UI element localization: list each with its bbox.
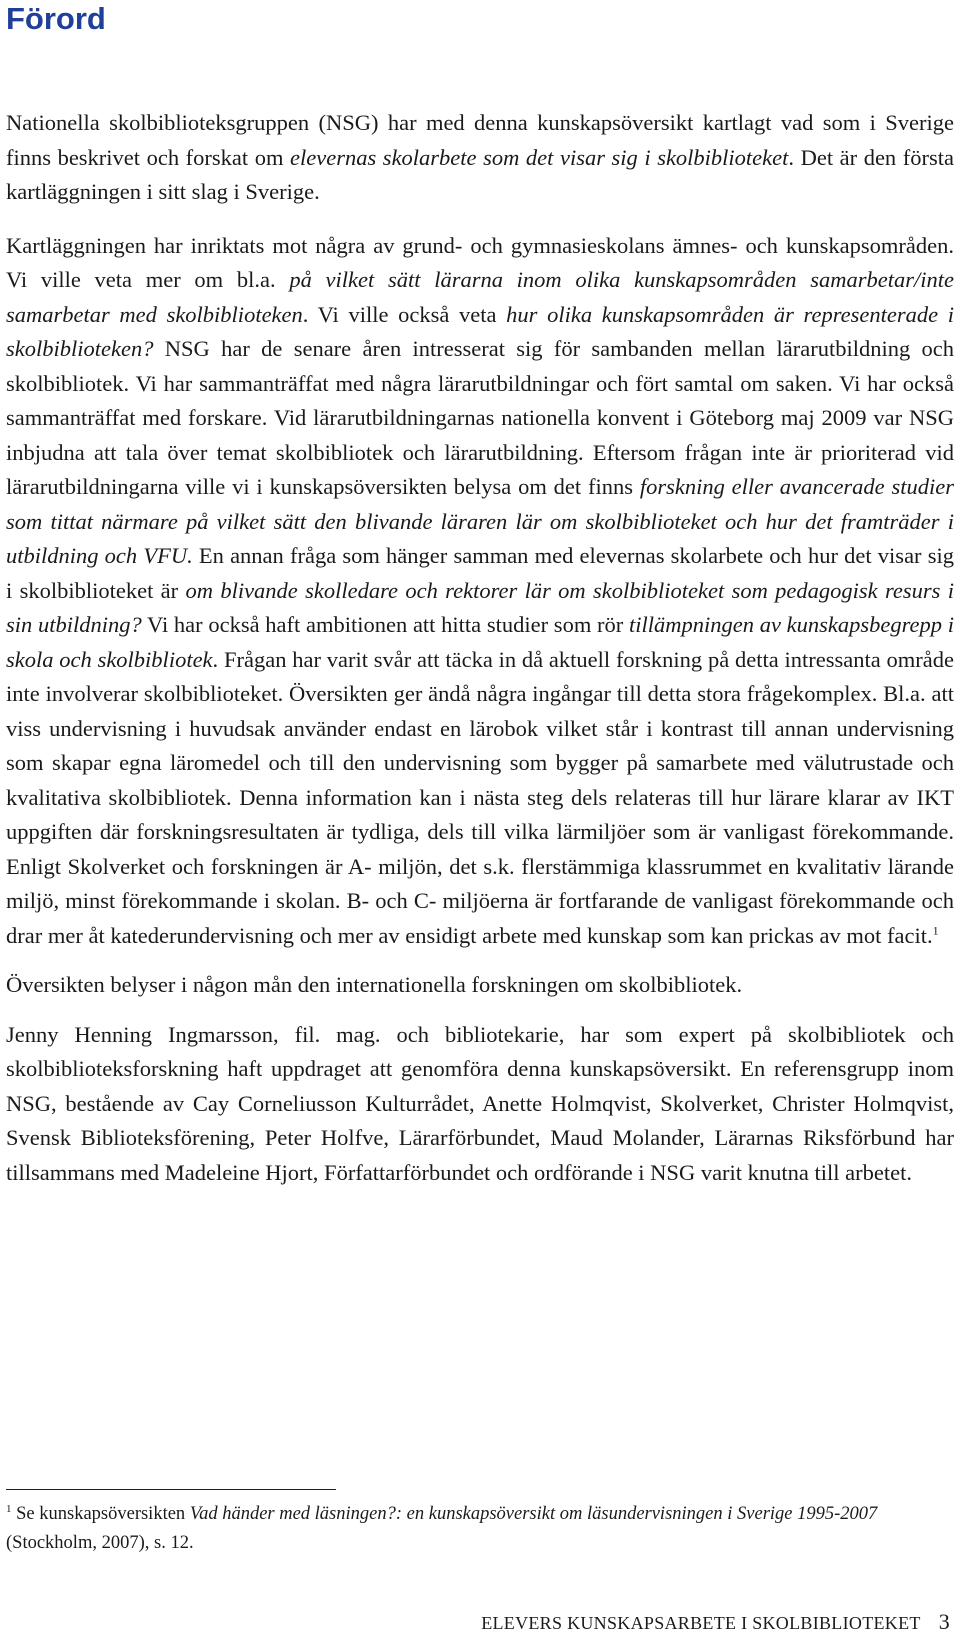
footnote-reference[interactable]: 1 bbox=[932, 923, 939, 937]
emphasis: elevernas skolarbete som det visar sig i skolbiblioteket bbox=[290, 144, 789, 170]
body-text bbox=[6, 106, 954, 1190]
emphasis: Vad händer med läsningen?: en kunskapsöversikt om läsundervisningen i Sverige 1995-2007 bbox=[189, 1504, 878, 1524]
paragraph-international: Översikten belyser i någon mån den internationella forskningen om skolbibliotek. bbox=[6, 972, 743, 997]
footnote bbox=[6, 1500, 956, 1558]
emphasis: forskning eller avancerade studier som tittat närmare på vilket sätt den blivande läraren lär om skolbiblioteket och hur det framträder i utbildning och VFU. bbox=[6, 474, 954, 568]
page-number: 3 bbox=[938, 1609, 950, 1634]
text: Kartläggningen har inriktats mot några av grund- och gymnasieskolans ämnes- och kunskapsområden. Vi ville veta mer om bl.a. bbox=[6, 232, 954, 292]
text: . Det är den första kartläggningen i sitt slag i Sverige. bbox=[6, 144, 954, 204]
paragraph-intro bbox=[6, 106, 954, 210]
page-title: Förord bbox=[6, 1, 106, 36]
emphasis: tillämpningen av kunskapsbegrepp i skola och skolbibliotek bbox=[6, 612, 955, 672]
footnote-number: 1 bbox=[6, 1502, 12, 1515]
emphasis: hur olika kunskapsområden är representerade i skolbiblioteken? bbox=[6, 301, 954, 361]
paragraph-main bbox=[6, 229, 954, 954]
text: Nationella skolbiblioteksgruppen (NSG) har med denna kunskapsöversikt kartlagt vad som i Sverige finns beskrivet och forskat om bbox=[6, 110, 954, 170]
text: Vi har också haft ambitionen att hitta studier som rör bbox=[141, 612, 629, 637]
text: . Frågan har varit svår att täcka in då aktuell forskning på detta intressanta område inte involverar skolbiblioteket. Översikten ger ändå några ingångar till detta stora frågekomplex. Bl.a. att viss undervisning i huvudsak använder endast en lärobok vilket står i kontrast till annan undervisning som skapar egna läromedel och till den undervisning som bygger på samarbete med välutrustade och kvalitativa skolbibliotek. Denna information kan i nästa steg dels relateras till hur lärare klarar av IKT uppgiften där forskningsresultaten är tydliga, dels till vilka lärmiljöer som är vanligast förekommande. Enligt Skolverket och forskningen är A- miljön, det s.k. flerstämmiga klassrummet en kvalitativ lärande miljö, minst förekommande i skolan. B- och C- miljöerna är fortfarande de vanligast förekommande och drar mer åt katederundervisning och mer av ensidigt arbete med kunskap som kan prickas av mot facit. bbox=[6, 646, 955, 948]
paragraph-credits: Jenny Henning Ingmarsson, fil. mag. och bibliotekarie, har som expert på skolbibliotek och skolbiblioteksforskning haft uppdraget att genomföra denna kunskapsöversikt. En referensgrupp inom NSG, bestående av Cay Corneliusson Kulturrådet, Anette Holmqvist, Skolverket, Christer Holmqvist, Svensk Biblioteksförening, Peter Holfve, Lärarförbundet, Maud Molander, Lärarnas Riksförbund har tillsammans med Madeleine Hjort, Författarförbundet och ordförande i NSG varit knutna till arbetet. bbox=[6, 1021, 954, 1185]
text: (Stockholm, 2007), s. 12. bbox=[6, 1533, 194, 1553]
text: Se kunskapsöversikten bbox=[11, 1504, 190, 1524]
footer-title: ELEVERS KUNSKAPSARBETE I SKOLBIBLIOTEKET bbox=[481, 1613, 921, 1633]
emphasis: på vilket sätt lärarna inom olika kunskapsområden samarbetar/inte samarbetar med skolbiblioteken bbox=[6, 267, 954, 327]
text: NSG har de senare åren intresserat sig för sambanden mellan lärarutbildning och skolbibliotek. Vi har sammanträffat med några lärarutbildningar och fört samtal om saken. Vi har också sammanträffat med forskare. Vid lärarutbildningarnas nationella konvent i Göteborg maj 2009 var NSG inbjudna att tala över temat skolbibliotek och lärarutbildning. Eftersom frågan inte är prioriterad vid lärarutbildningarna ville vi i kunskapsöversikten belysa om det finns bbox=[6, 336, 954, 499]
footnote-divider bbox=[6, 1489, 336, 1490]
text: En annan fråga som hänger samman med elevernas skolarbete och hur det visar sig i skolbiblioteket är bbox=[6, 543, 954, 603]
running-footer bbox=[481, 1608, 950, 1637]
emphasis: om blivande skolledare och rektorer lär om skolbiblioteket som pedagogisk resurs i sin utbildning? bbox=[6, 577, 954, 637]
text: . Vi ville också veta bbox=[302, 301, 507, 327]
